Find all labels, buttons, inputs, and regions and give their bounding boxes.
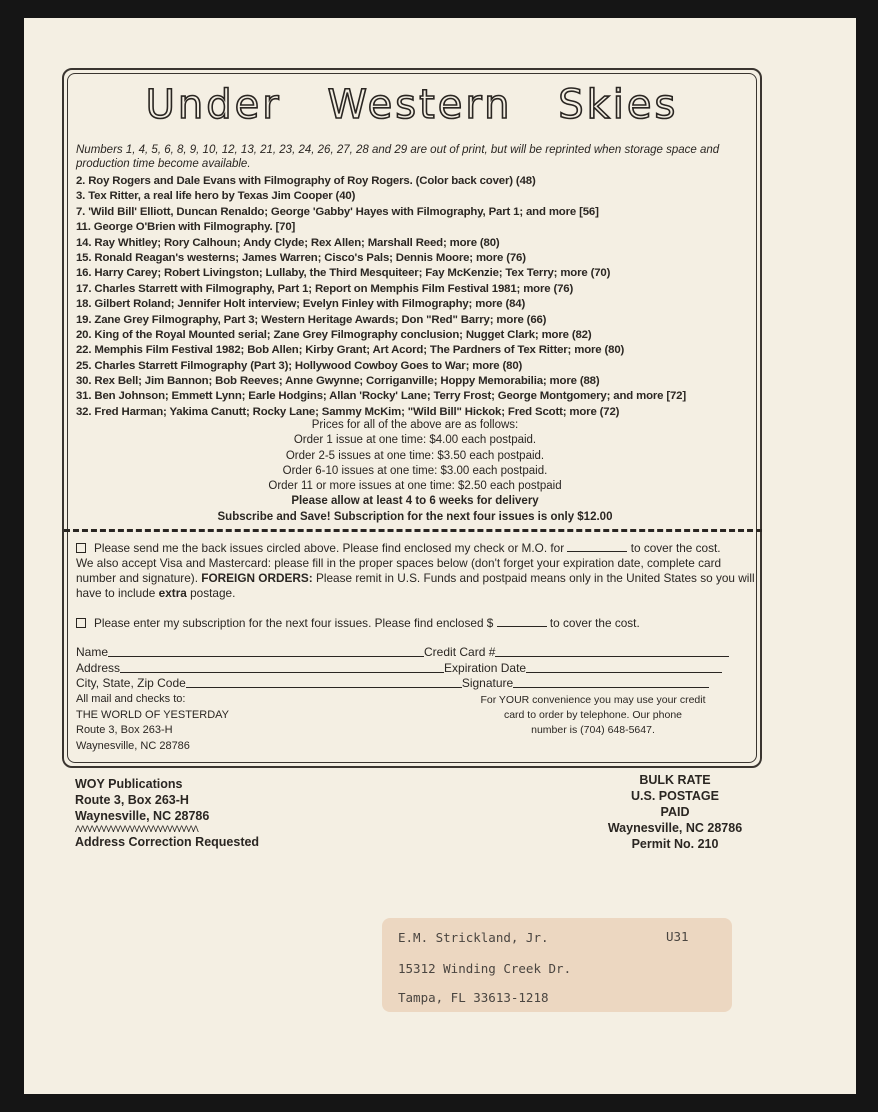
issue-item: 7. 'Wild Bill' Elliott, Duncan Renaldo; George 'Gabby' Hayes with Filmography, Part 1; and more [56] [76, 205, 599, 218]
signature-label: Signature [461, 676, 514, 690]
indicia-line: PAID [660, 805, 690, 819]
customer-fields [76, 645, 766, 692]
back-issues-amount-blank[interactable] [567, 541, 627, 552]
name-field[interactable] [108, 645, 424, 657]
mail-org: THE WORLD OF YESTERDAY [76, 708, 230, 721]
name-label: Name [76, 645, 109, 659]
issue-item: 19. Zane Grey Filmography, Part 3; Western Heritage Awards; Don "Red" Barry; more (66) [76, 313, 547, 326]
address-field[interactable] [120, 661, 444, 673]
signature-field[interactable] [513, 676, 709, 688]
indicia-line: BULK RATE [639, 773, 711, 787]
payment-note [76, 556, 756, 601]
city-label: City, State, Zip Code [76, 676, 186, 690]
issue-item: 17. Charles Starrett with Filmography, Part 1; Report on Memphis Film Festival 1981; more (76) [76, 282, 574, 295]
indicia-line: Permit No. 210 [631, 837, 719, 851]
sender-street: Route 3, Box 263-H [75, 793, 189, 807]
subscription-offer: Subscribe and Save! Subscription for the next four issues is only $12.00 [217, 510, 613, 523]
chevron-rule: ΛΛΛΛΛΛΛΛΛΛΛΛΛΛΛΛΛΛΛΛΛΛΛΛΛΛ [75, 824, 198, 834]
visa-note: We also accept Visa and Mastercard: please fill in the proper spaces below (don't forget your expiration date, complete card number and signature). [76, 556, 722, 585]
recipient-street: 15312 Winding Creek Dr. [398, 961, 572, 976]
name-row [76, 645, 766, 661]
foreign-orders-text: Please remit in U.S. Funds and postpaid means only in the United States so you will have to include [76, 571, 755, 600]
phone-line: number is (704) 648-5647. [531, 724, 655, 736]
back-issue-list [76, 174, 766, 420]
issue-item: 11. George O'Brien with Filmography. [70] [76, 221, 296, 234]
back-issues-order-line [76, 541, 756, 556]
indicia-line: U.S. POSTAGE [631, 789, 719, 803]
expiration-label: Expiration Date [444, 660, 527, 675]
cut-line-divider [64, 529, 762, 532]
sender-city: Waynesville, NC 28786 [75, 809, 210, 823]
issue-item: 20. King of the Royal Mounted serial; Zane Grey Filmography conclusion; Nugget Clark; more (82) [76, 328, 592, 341]
subscription-amount-blank[interactable] [497, 616, 547, 627]
issue-item: 30. Rex Bell; Jim Bannon; Bob Reeves; Anne Gwynne; Corriganville; Hoppy Memorabilia; more (88) [76, 375, 600, 388]
issue-item: 2. Roy Rogers and Dale Evans with Filmography of Roy Rogers. (Color back cover) (48) [76, 175, 536, 187]
foreign-extra-text: extra [158, 586, 187, 600]
issue-item: 18. Gilbert Roland; Jennifer Holt interview; Evelyn Finley with Filmography; more (84) [76, 298, 526, 311]
issue-item: 3. Tex Ritter, a real life hero by Texas Jim Cooper (40) [76, 190, 356, 203]
issue-item: 15. Ronald Reagan's westerns; James Warren; Cisco's Pals; Dennis Moore; more (76) [76, 251, 526, 264]
sender-name: WOY Publications [75, 777, 183, 791]
expiration-field[interactable] [526, 661, 722, 673]
price-line: Order 11 or more issues at one time: $2.50 each postpaid [268, 480, 562, 493]
price-line: Order 1 issue at one time: $4.00 each postpaid. [293, 434, 537, 447]
issue-item: 25. Charles Starrett Filmography (Part 3); Hollywood Cowboy Goes to War; more (80) [76, 359, 523, 372]
city-field[interactable] [186, 676, 462, 688]
mailing-address [76, 692, 229, 754]
price-line: Order 6-10 issues at one time: $3.00 each postpaid. [282, 464, 548, 477]
foreign-postage-text: postage. [190, 586, 236, 600]
issue-item: 22. Memphis Film Festival 1982; Bob Allen; Kirby Grant; Art Acord; The Pardners of Tex Ritter; more (80) [76, 344, 625, 357]
price-line: Order 2-5 issues at one time: $3.50 each postpaid. [285, 449, 545, 462]
credit-card-label: Credit Card # [424, 645, 496, 659]
subscription-order-line [76, 616, 756, 631]
back-issues-text: Please send me the back issues circled above. Please find enclosed my check or M.O. for [94, 541, 565, 555]
price-schedule [62, 418, 768, 525]
subscription-checkbox[interactable] [76, 618, 86, 628]
back-issues-cost-text: to cover the cost. [630, 541, 721, 555]
return-address [75, 776, 259, 850]
page-title: Under Western Skies [145, 82, 679, 128]
phone-line: For YOUR convenience you may use your credit [480, 694, 706, 706]
address-label: Address [76, 660, 121, 675]
phone-order-note [468, 693, 718, 738]
recipient-name: E.M. Strickland, Jr. [398, 930, 549, 945]
indicia-line: Waynesville, NC 28786 [607, 821, 743, 835]
foreign-orders-label: FOREIGN ORDERS: [201, 571, 313, 585]
mail-intro: All mail and checks to: [76, 693, 186, 705]
label-code: U31 [666, 929, 689, 944]
postage-indicia [598, 772, 752, 852]
credit-card-field[interactable] [495, 645, 729, 657]
issue-item: 31. Ben Johnson; Emmett Lynn; Earle Hodgins; Allan 'Rocky' Lane; Terry Frost; George Montgomery; and more [72] [76, 390, 687, 403]
out-of-print-note: Numbers 1, 4, 5, 6, 8, 9, 10, 12, 13, 21, 23, 24, 26, 27, 28 and 29 are out of print, but will be reprinted when storage space and production time become available. [76, 144, 720, 170]
mailing-label [382, 918, 732, 1012]
recipient-city: Tampa, FL 33613-1218 [398, 990, 549, 1005]
delivery-note: Please allow at least 4 to 6 weeks for delivery [291, 495, 539, 508]
price-heading: Prices for all of the above are as follows: [311, 419, 519, 431]
issue-item: 14. Ray Whitley; Rory Calhoun; Andy Clyde; Rex Allen; Marshall Reed; more (80) [76, 236, 500, 249]
issue-item: 32. Fred Harman; Yakima Canutt; Rocky Lane; Sammy McKim; "Wild Bill" Hickok; Fred Scott; more (72) [76, 405, 620, 418]
subscription-text: Please enter my subscription for the next four issues. Please find enclosed $ [94, 616, 494, 630]
issue-item: 16. Harry Carey; Robert Livingston; Lullaby, the Third Mesquiteer; Fay McKenzie; Tex Terry; more (70) [76, 267, 611, 280]
subscription-cost-text: to cover the cost. [549, 616, 640, 630]
back-issues-checkbox[interactable] [76, 543, 86, 553]
address-correction: Address Correction Requested [75, 835, 260, 849]
mail-city: Waynesville, NC 28786 [76, 739, 190, 752]
address-row [76, 661, 766, 677]
phone-line: card to order by telephone. Our phone [503, 709, 683, 721]
mail-street: Route 3, Box 263-H [76, 724, 173, 736]
order-form [76, 541, 756, 631]
city-row [76, 676, 766, 692]
